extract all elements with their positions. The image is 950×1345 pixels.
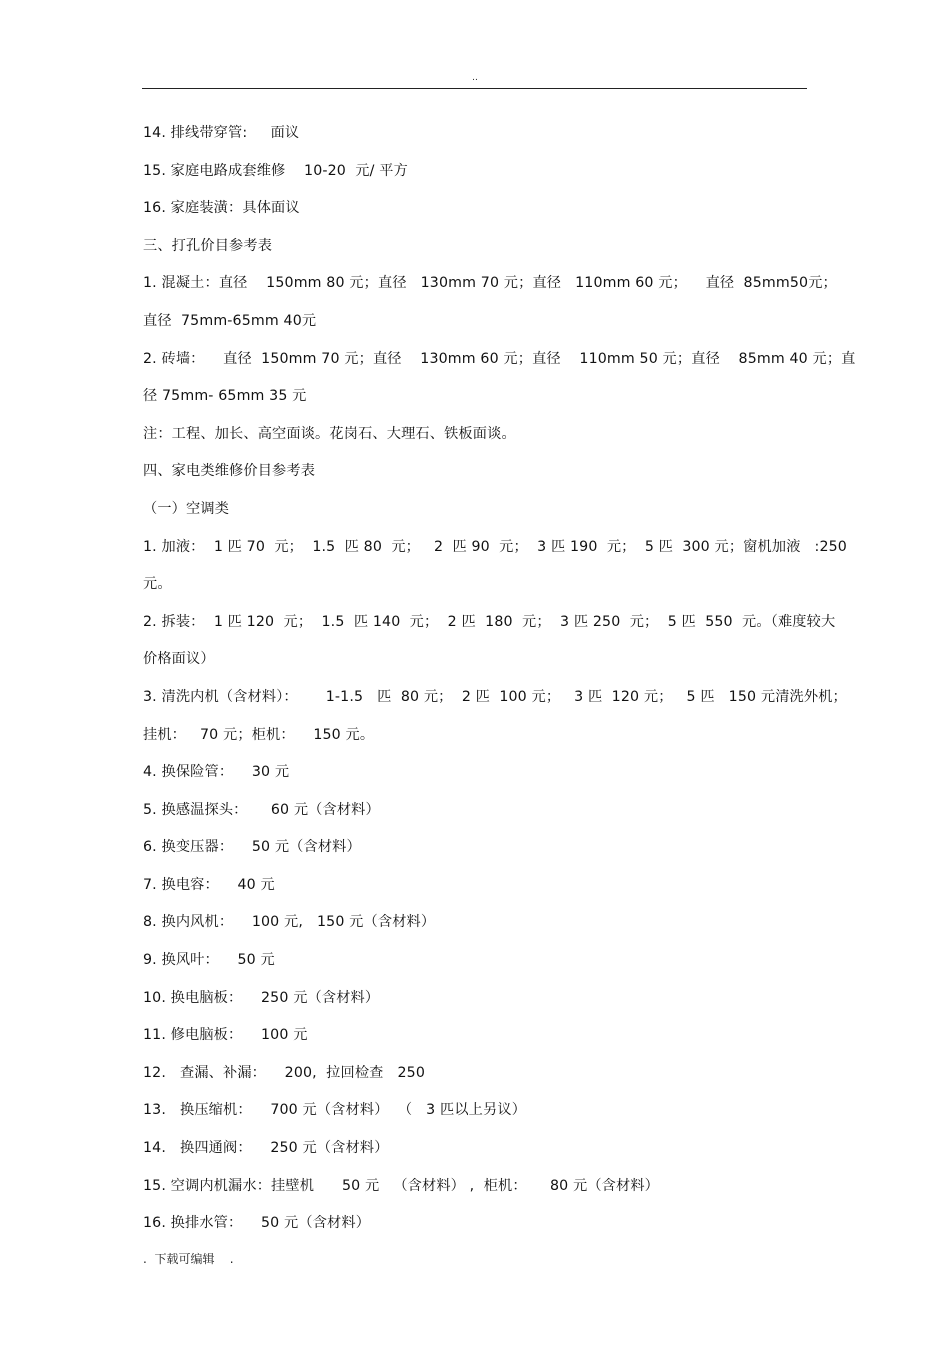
text-line: 16. 家庭装潢：具体面议 [143,200,300,217]
section-heading: 三、打孔价目参考表 [143,237,273,254]
section-heading: 四、家电类维修价目参考表 [143,463,316,480]
text-line: 2. 砖墙： 直径 150mm 70 元；直径 130mm 60 元；直径 110mm 50 元；直径 85mm 40 元；直 [143,350,856,367]
text-line: 2. 拆装： 1 匹 120 元； 1.5 匹 140 元； 2 匹 180 元； 3 匹 250 元； 5 匹 550 元。（难度较大 [143,613,836,630]
text-line: 12. 查漏、补漏： 200, 拉回检查 250 [143,1064,426,1081]
header-divider [142,88,807,89]
text-line: 14. 换四通阀： 250 元（含材料） [143,1140,389,1157]
text-line: 直径 75mm-65mm 40元 [143,312,317,329]
text-line: 15. 空调内机漏水：挂壁机 50 元 （含材料） , 柜机： 80 元（含材料） [143,1177,660,1194]
text-line: 1. 加液： 1 匹 70 元； 1.5 匹 80 元； 2 匹 90 元； 3 匹 190 元； 5 匹 300 元；窗机加液 :250 [143,538,847,555]
text-line: 4. 换保险管： 30 元 [143,764,290,781]
text-line: 7. 换电容： 40 元 [143,876,275,893]
text-line: 价格面议） [143,651,215,668]
text-line: 9. 换风叶： 50 元 [143,952,275,969]
text-line: 6. 换变压器： 50 元（含材料） [143,839,361,856]
text-line: 8. 换内风机： 100 元, 150 元（含材料） [143,914,436,931]
document-body [143,115,856,1243]
text-line: 14. 排线带穿管: 面议 [143,125,300,141]
text-line: 元。 [143,576,172,593]
text-line: 1. 混凝土：直径 150mm 80 元；直径 130mm 70 元；直径 110mm 60 元； 直径 85mm50元； [143,275,837,292]
text-line: 3. 清洗内机（含材料）： 1-1.5 匹 80 元； 2 匹 100 元； 3 匹 120 元； 5 匹 150 元清洗外机； [143,688,847,705]
text-line: 径 75mm- 65mm 35 元 [143,388,307,405]
subsection-heading: （一）空调类 [143,500,230,517]
text-line: 15. 家庭电路成套维修 10-20 元/ 平方 [143,162,408,179]
text-line: 11. 修电脑板： 100 元 [143,1027,308,1044]
text-line: 16. 换排水管： 50 元（含材料） [143,1215,371,1232]
note-line: 注：工程、加长、高空面谈。花岗石、大理石、铁板面谈。 [143,425,516,442]
text-line: 10. 换电脑板： 250 元（含材料） [143,989,380,1006]
text-line: 13. 换压缩机： 700 元（含材料） （ 3 匹以上另议） [143,1102,527,1119]
header-mark: .. [472,73,478,83]
text-line: 挂机： 70 元；柜机： 150 元。 [143,726,375,743]
text-line: 5. 换感温探头： 60 元（含材料） [143,801,380,818]
footer-note: . 下载可编辑 . [143,1252,234,1266]
